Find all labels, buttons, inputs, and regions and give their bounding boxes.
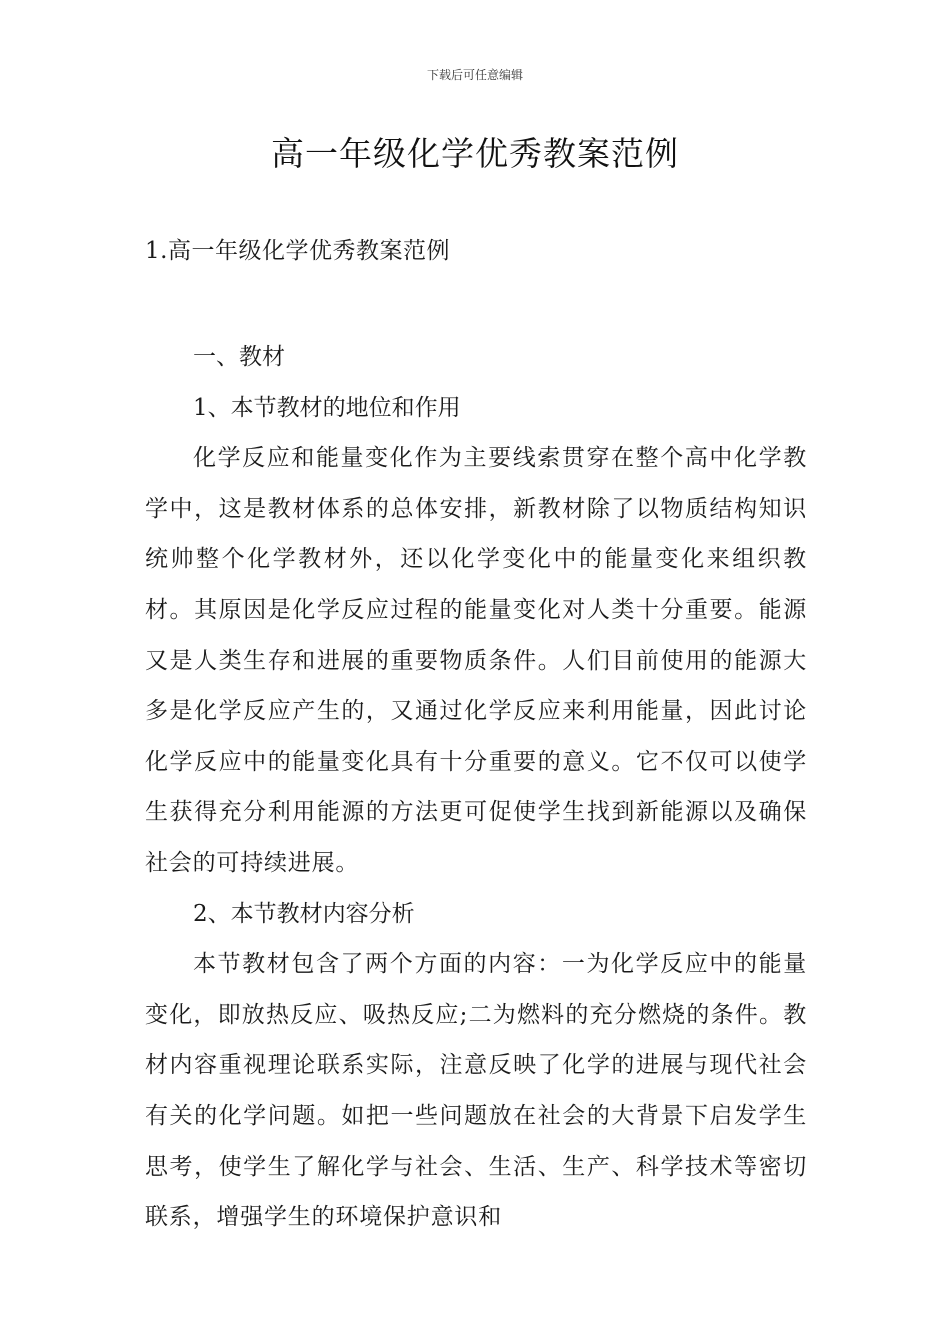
document-body: [145, 332, 807, 1243]
paragraph-role: 化学反应和能量变化作为主要线索贯穿在整个高中化学教学中，这是教材体系的总体安排，新教材除了以物质结构知识统帅整个化学教材外，还以化学变化中的能量变化来组织教材。其原因是化学反应过程的能量变化对人类十分重要。能源又是人类生存和进展的重要物质条件。人们目前使用的能源大多是化学反应产生的，又通过化学反应来利用能量，因此讨论化学反应中的能量变化具有十分重要的意义。它不仅可以使学生获得充分利用能源的方法更可促使学生找到新能源以及确保社会的可持续进展。: [145, 445, 807, 876]
document-title: 高一年级化学优秀教案范例: [271, 134, 679, 173]
paragraph-content-analysis: 本节教材包含了两个方面的内容：一为化学反应中的能量变化，即放热反应、吸热反应;二为燃料的充分燃烧的条件。教材内容重视理论联系实际，注意反映了化学的进展与现代社会有关的化学问题。如把一些问题放在社会的大背景下启发学生思考，使学生了解化学与社会、生活、生产、科学技术等密切联系，增强学生的环境保护意识和: [145, 951, 807, 1231]
header-note: 下载后可任意编辑: [426, 68, 523, 82]
heading-role-of-material: 1、本节教材的地位和作用: [193, 394, 461, 421]
section-title: 1.高一年级化学优秀教案范例: [145, 238, 450, 264]
heading-teaching-material: 一、教材: [193, 344, 285, 370]
heading-content-analysis: 2、本节教材内容分析: [193, 900, 415, 927]
